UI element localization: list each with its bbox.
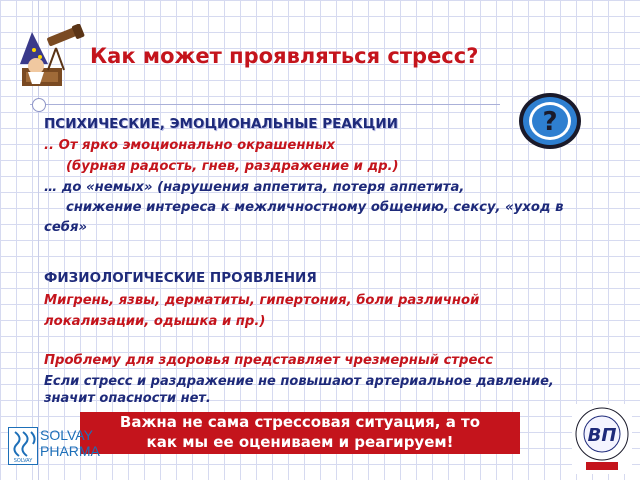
svg-text:?: ? xyxy=(542,107,558,137)
section-heading-physiological: ФИЗИОЛОГИЧЕСКИЕ ПРОЯВЛЕНИЯ xyxy=(44,270,317,286)
pressure-line-1: Если стресс и раздражение не повышают артериальное давление, xyxy=(44,374,554,389)
mental-line-2: (бурная радость, гнев, раздражение и др.) xyxy=(66,159,399,174)
section-heading-mental: ПСИХИЧЕСКИЕ, ЭМОЦИОНАЛЬНЫЕ РЕАКЦИИ xyxy=(44,116,398,132)
mental-line-1: .. От ярко эмоционально окрашенных xyxy=(44,138,336,153)
binder-hole xyxy=(32,98,46,112)
key-message-line-1: Важна не сама стрессовая ситуация, а то xyxy=(119,413,481,431)
logo-company-1: SOLVAY xyxy=(40,427,93,443)
header-divider xyxy=(30,104,500,105)
key-message-banner xyxy=(80,412,520,454)
physiological-line-2: локализации, одышка и пр.) xyxy=(44,314,266,329)
vp-seal-icon xyxy=(572,404,632,474)
problem-line: Проблему для здоровья представляет чрезмерный стресс xyxy=(44,353,494,368)
mental-line-3: … до «немых» (нарушения аппетита, потеря аппетита, xyxy=(44,180,465,195)
question-mark-icon xyxy=(516,90,584,152)
page-title: Как может проявляться стресс? xyxy=(90,44,479,68)
mental-line-5: себя» xyxy=(44,220,88,235)
solvay-pharma-logo xyxy=(40,427,100,459)
logo-company-2: PHARMA xyxy=(40,443,100,459)
solvay-logo-icon xyxy=(8,427,38,465)
pressure-line-2: значит опасности нет. xyxy=(44,391,211,406)
svg-text:ВП: ВП xyxy=(587,425,617,446)
logo-box-label: SOLVAY xyxy=(13,458,33,464)
physiological-line-1: Мигрень, язвы, дерматиты, гипертония, боли различной xyxy=(44,293,480,308)
mental-line-4: снижение интереса к межличностному общению, сексу, «уход в xyxy=(66,200,564,215)
key-message-line-2: как мы ее оцениваем и реагируем! xyxy=(146,433,454,451)
astronomer-icon xyxy=(18,24,88,90)
